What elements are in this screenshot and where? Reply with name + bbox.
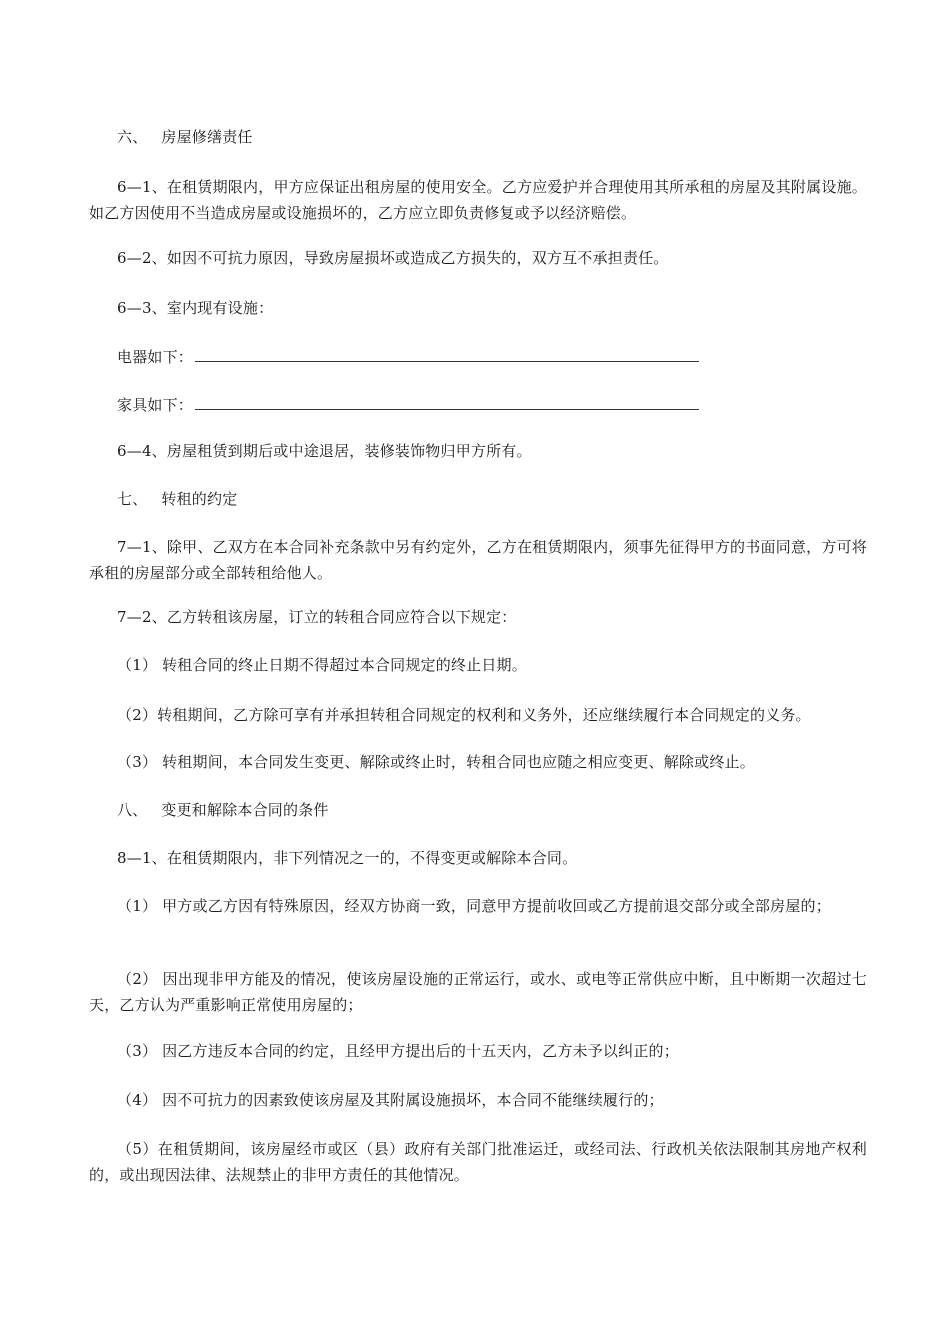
section-6-number: 六、 <box>117 128 148 146</box>
section-7-heading <box>117 486 867 512</box>
furniture-field <box>117 392 867 418</box>
clause-8-1-item-2: （2） 因出现非甲方能及的情况，使该房屋设施的正常运行，或水、或电等正常供应中断，且中断期一次超过七天，乙方认为严重影响正常使用房屋的； <box>89 970 867 1014</box>
clause-7-2-item-2: （2）转租期间，乙方除可享有并承担转租合同规定的权利和义务外，还应继续履行本合同规定的义务。 <box>117 706 811 724</box>
section-7-number: 七、 <box>117 490 148 508</box>
clause-7-2-item-1: （1） 转租合同的终止日期不得超过本合同规定的终止日期。 <box>117 656 527 674</box>
appliances-blank-line <box>195 347 699 362</box>
clause-6-3: 6—3、室内现有设施： <box>117 299 274 317</box>
furniture-blank-line <box>195 395 699 410</box>
clause-8-1-item-3: （3） 因乙方违反本合同的约定，且经甲方提出后的十五天内，乙方未予以纠正的； <box>117 1042 679 1060</box>
clause-7-2-item-3: （3） 转租期间，本合同发生变更、解除或终止时，转租合同也应随之相应变更、解除或终止。 <box>117 753 755 771</box>
section-8-heading <box>117 797 867 823</box>
appliances-label: 电器如下： <box>117 348 194 366</box>
clause-8-1-item-1: （1） 甲方或乙方因有特殊原因，经双方协商一致，同意甲方提前收回或乙方提前退交部分或全部房屋的； <box>117 897 831 915</box>
clause-8-1-item-5: （5）在租赁期间，该房屋经市或区（县）政府有关部门批准运迁，或经司法、行政机关依法限制其房地产权利的，或出现因法律、法规禁止的非甲方责任的其他情况。 <box>89 1140 867 1184</box>
section-6-heading <box>117 124 867 150</box>
section-6-title: 房屋修缮责任 <box>161 128 253 146</box>
section-8-title: 变更和解除本合同的条件 <box>161 801 329 819</box>
clause-8-1-item-4: （4） 因不可抗力的因素致使该房屋及其附属设施损坏，本合同不能继续履行的； <box>117 1091 664 1109</box>
section-8-number: 八、 <box>117 801 148 819</box>
clause-7-2: 7—2、乙方转租该房屋，订立的转租合同应符合以下规定： <box>117 608 517 626</box>
clause-6-4: 6—4、房屋租赁到期后或中途退居，装修装饰物归甲方所有。 <box>117 442 532 460</box>
clause-6-2: 6—2、如因不可抗力原因，导致房屋损坏或造成乙方损失的，双方互不承担责任。 <box>117 249 669 267</box>
clause-6-1: 6—1、在租赁期限内，甲方应保证出租房屋的使用安全。乙方应爱护并合理使用其所承租的房屋及其附属设施。如乙方因使用不当造成房屋或设施损坏的，乙方应立即负责修复或予以经济赔偿。 <box>89 178 867 222</box>
clause-7-1: 7—1、除甲、乙双方在本合同补充条款中另有约定外，乙方在租赁期限内，须事先征得甲方的书面同意，方可将承租的房屋部分或全部转租给他人。 <box>89 538 867 582</box>
furniture-label: 家具如下： <box>117 396 194 414</box>
clause-8-1: 8—1、在租赁期限内，非下列情况之一的，不得变更或解除本合同。 <box>117 849 578 867</box>
appliances-field <box>117 344 867 370</box>
section-7-title: 转租的约定 <box>161 490 238 508</box>
